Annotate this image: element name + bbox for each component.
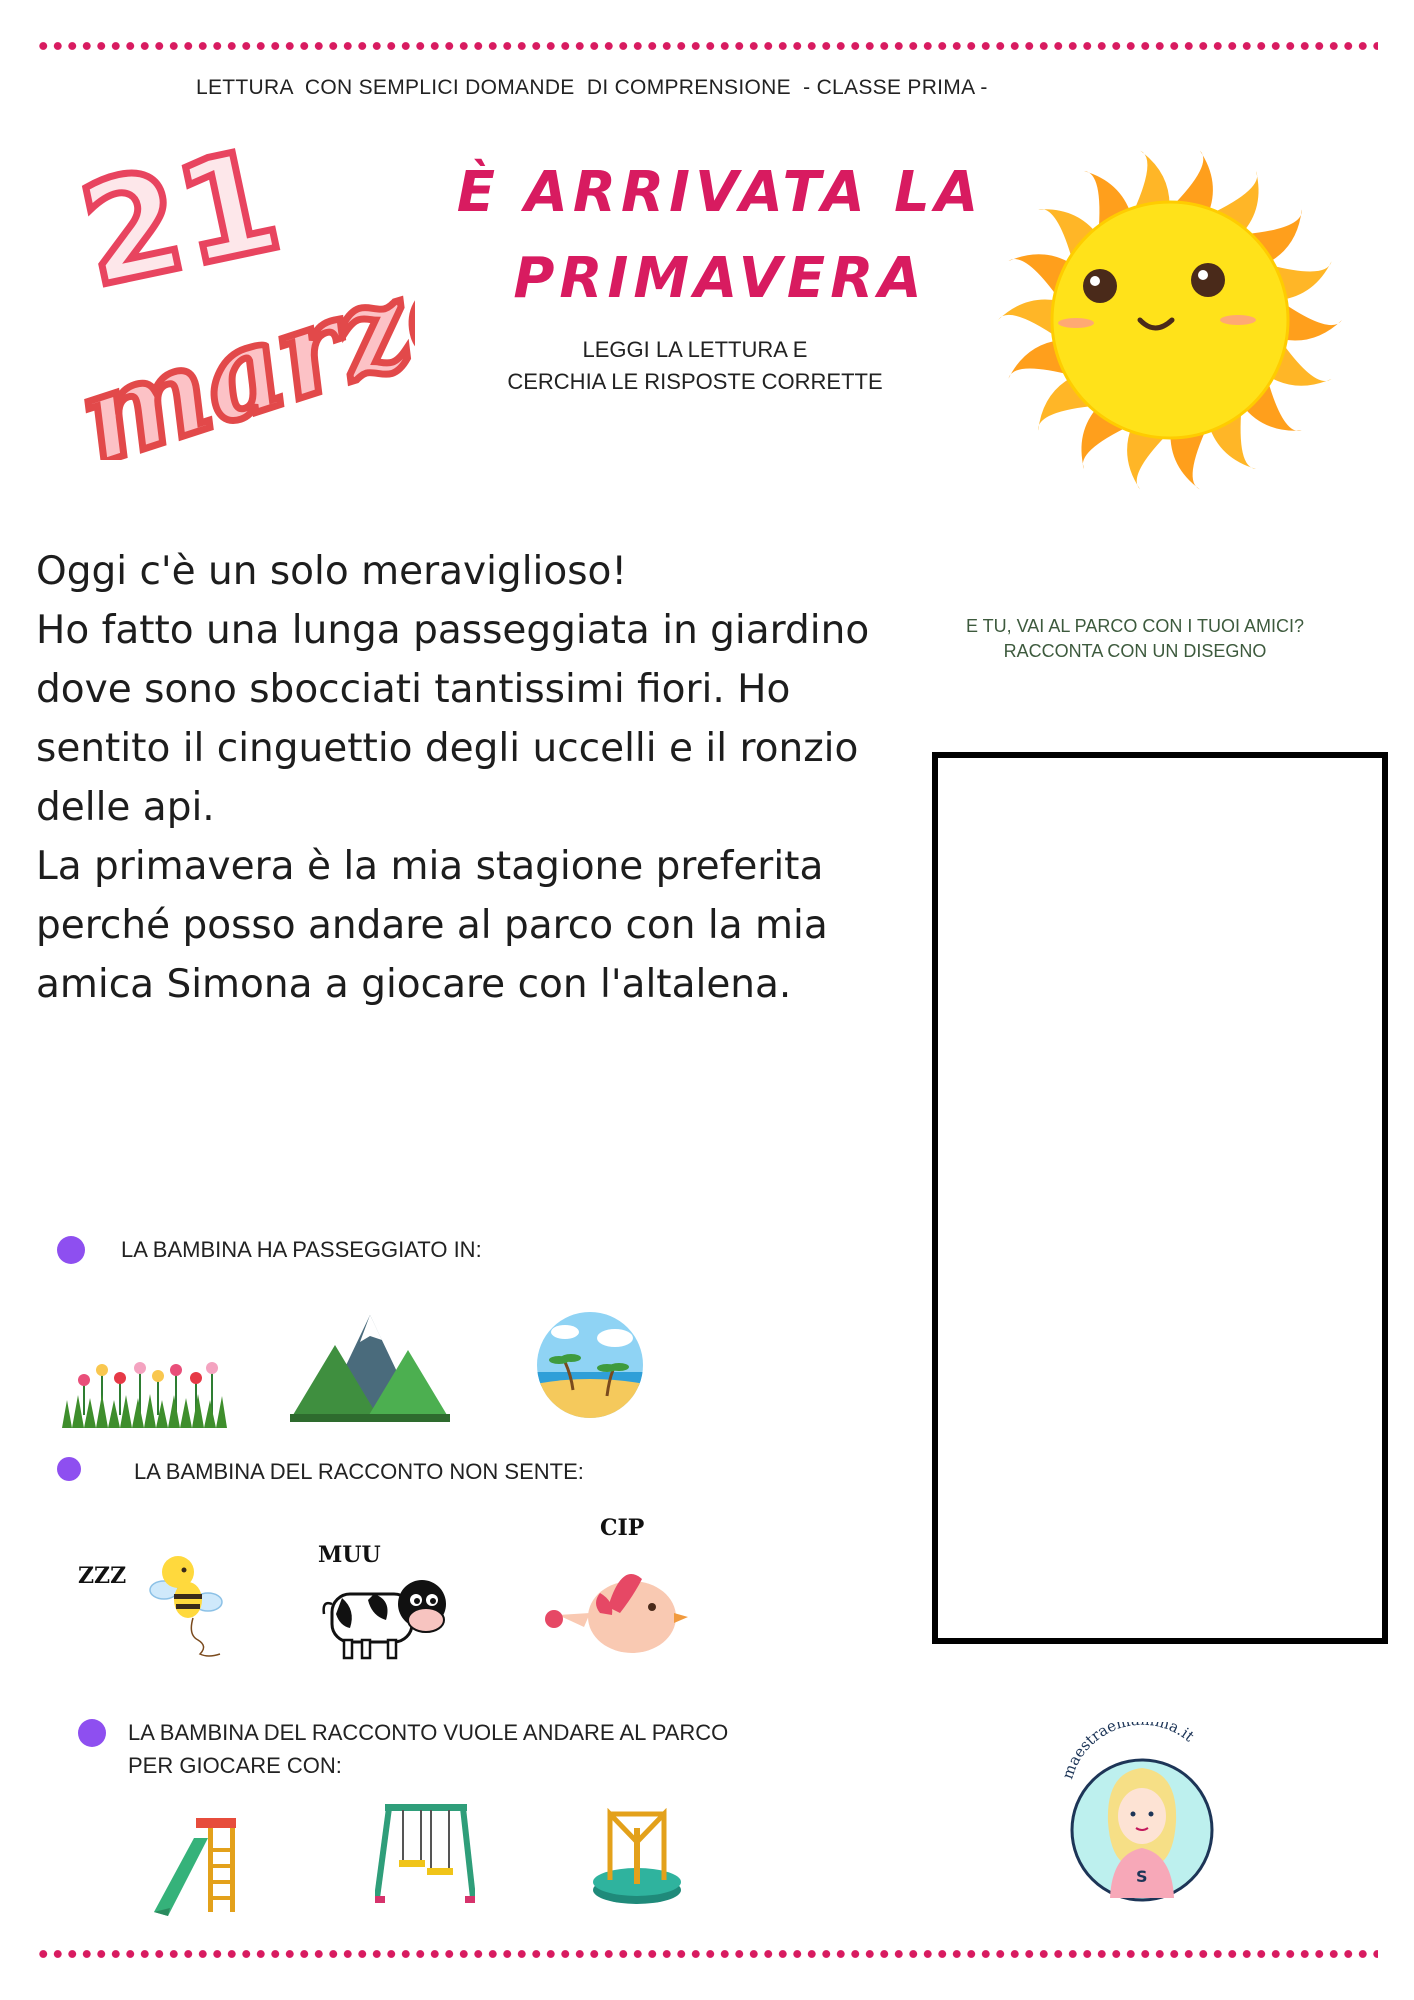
- question-1-text: [121, 1233, 482, 1266]
- sun-icon: [980, 140, 1360, 500]
- bottom-dotted-border: [36, 1949, 1378, 1959]
- svg-text:S: S: [1136, 1867, 1148, 1886]
- carousel-icon: [590, 1808, 685, 1908]
- question-2-line-1: LA BAMBINA DEL RACCONTO NON SENTE:: [134, 1459, 584, 1484]
- drawing-prompt-line-2: RACCONTA CON UN DISEGNO: [1003, 641, 1267, 661]
- worksheet-subtitle: LETTURA CON SEMPLICI DOMANDE DI COMPRENSIONE - CLASSE PRIMA -: [196, 76, 988, 99]
- teacher-avatar-logo: [1050, 1722, 1230, 1912]
- cow-sound-label: MUU: [318, 1542, 381, 1568]
- date-number: 21: [68, 120, 293, 320]
- story-line: dove sono sbocciati tantissimi fiori. Ho: [36, 667, 791, 712]
- sun-illustration: [980, 140, 1360, 500]
- story-line: Ho fatto una lunga passeggiata in giardino: [36, 608, 870, 653]
- answer-bird[interactable]: [540, 1555, 700, 1665]
- slide-icon: [150, 1808, 240, 1918]
- mountains-icon: [290, 1310, 450, 1430]
- answer-swing[interactable]: [375, 1798, 475, 1908]
- story-line: amica Simona a giocare con l'altalena.: [36, 962, 792, 1007]
- drawing-area[interactable]: [932, 752, 1388, 1644]
- title-line-2: PRIMAVERA: [513, 246, 927, 311]
- top-dotted-border: [36, 41, 1378, 51]
- question-bullet: [57, 1457, 81, 1481]
- question-3-line-1: LA BAMBINA DEL RACCONTO VUOLE ANDARE AL PARCO: [128, 1720, 729, 1745]
- story-text: [36, 542, 916, 1014]
- answer-mountains[interactable]: [290, 1310, 450, 1430]
- swing-icon: [375, 1798, 475, 1908]
- bee-icon: [148, 1550, 228, 1660]
- story-line: perché posso andare al parco con la mia: [36, 903, 828, 948]
- bird-icon: [540, 1555, 700, 1665]
- date-decoration: [55, 120, 415, 460]
- question-2-text: [134, 1455, 584, 1488]
- story-line: sentito il cinguettio degli uccelli e il ronzio: [36, 726, 859, 771]
- question-3-text: [128, 1716, 728, 1782]
- drawing-prompt-line-1: E TU, VAI AL PARCO CON I TUOI AMICI?: [965, 616, 1305, 636]
- question-1-line-1: LA BAMBINA HA PASSEGGIATO IN:: [121, 1237, 482, 1262]
- logo-text: maestraem ma.it: [1058, 1722, 1198, 1782]
- answer-bee[interactable]: [148, 1550, 228, 1660]
- question-3-line-2: PER GIOCARE CON:: [128, 1753, 342, 1778]
- site-logo: [1050, 1722, 1230, 1912]
- bird-sound-label: CIP: [600, 1515, 645, 1541]
- story-line: delle api.: [36, 785, 215, 830]
- story-line: La primavera è la mia stagione preferita: [36, 844, 824, 889]
- instruction-line-1: LEGGI LA LETTURA E: [582, 337, 808, 362]
- question-bullet: [78, 1719, 106, 1747]
- garden-flowers-icon: [62, 1340, 227, 1430]
- bee-sound-label: ZZZ: [78, 1563, 127, 1589]
- beach-icon: [535, 1310, 645, 1420]
- date-month: marzo: [63, 228, 415, 460]
- drawing-prompt: [935, 614, 1335, 664]
- answer-garden[interactable]: [62, 1340, 227, 1430]
- date-decoration-art: [55, 120, 415, 460]
- instruction-line-2: CERCHIA LE RISPOSTE CORRETTE: [507, 369, 883, 394]
- story-line: Oggi c'è un solo meraviglioso!: [36, 549, 628, 594]
- cow-icon: [322, 1570, 452, 1665]
- page-title: [440, 150, 1000, 322]
- answer-cow[interactable]: [322, 1570, 452, 1665]
- instructions: [480, 334, 910, 398]
- answer-carousel[interactable]: [590, 1808, 685, 1908]
- title-line-1: È ARRIVATA LA: [456, 160, 984, 225]
- answer-beach[interactable]: [535, 1310, 645, 1420]
- sun-ray: [1280, 301, 1342, 341]
- sun-ray: [998, 299, 1060, 339]
- question-bullet: [57, 1236, 85, 1264]
- answer-slide[interactable]: [150, 1808, 240, 1918]
